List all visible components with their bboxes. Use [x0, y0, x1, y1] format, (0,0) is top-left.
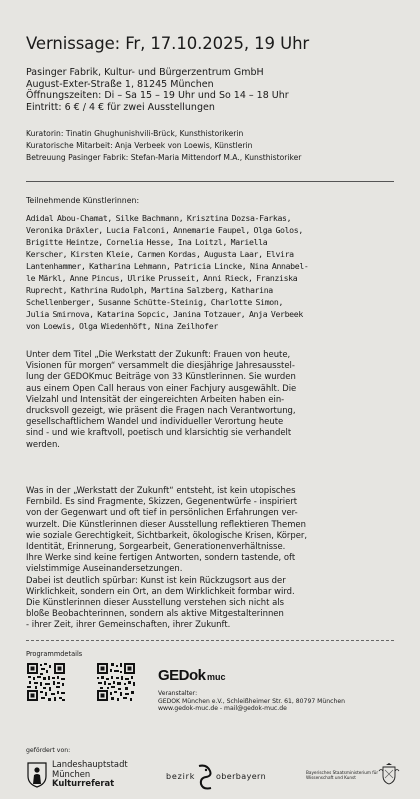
qr-code-icon[interactable]	[26, 662, 66, 702]
text-line: gesellschaftlichem Wandel und individueller Verortung heute	[26, 416, 284, 427]
artists-line: von Loewis, Olga Wiedenhöft, Nina Zeilhofer	[26, 321, 218, 332]
text-line: Identität, Erinnerung, Sorgearbeit, Generationenverhältnisse.	[26, 541, 286, 552]
artists-line: le Märkl, Anne Pincus, Ulrike Prusseit, Anni Rieck, Franziska	[26, 273, 298, 284]
text-line: Unter dem Titel „Die Werkstatt der Zukunft: Frauen von heute,	[26, 349, 291, 359]
sponsor-label: gefördert von:	[26, 747, 71, 754]
organizer-line: GEDOK München e.V., Schleißheimer Str. 61, 80797 München	[158, 697, 345, 705]
text-line: Die Künstlerinnen dieser Ausstellung verstehen sich nicht als	[26, 597, 285, 608]
dashed-divider	[26, 640, 394, 641]
artists-list	[26, 212, 398, 332]
bezirk-oberbayern-logo	[195, 762, 215, 792]
artists-label: Teilnehmende Künstlerinnen:	[26, 196, 140, 205]
svg-text:muc: muc	[207, 672, 226, 682]
venue-line: Eintritt: 6 € / 4 € für zwei Ausstellungen	[26, 101, 215, 113]
munich-culture-dept	[52, 760, 128, 789]
ministry-text	[306, 770, 379, 780]
venue-line: August-Exter-Straße 1, 81245 München	[26, 78, 214, 90]
artists-line: Adidal Abou-Chamat, Silke Bachmann, Krisztina Dozsa-Farkas,	[26, 213, 292, 223]
text-line: vielstimmige Auseinandersetzungen.	[26, 563, 183, 574]
gedok-logo	[158, 664, 228, 688]
artists-line: Brigitte Heintze, Cornelia Hesse, Ina Loitzl, Mariella	[26, 237, 268, 248]
text-line: von der Gegenwart und oft tief in persönlichen Erfahrungen ver-	[26, 507, 298, 518]
text-line: Dabei ist deutlich spürbar: Kunst ist kein Rückzugsort aus der	[26, 574, 286, 585]
text-line: wie soziale Gerechtigkeit, Sichtbarkeit, ökologische Krisen, Körper,	[26, 529, 308, 540]
venue-line: Öffnungszeiten: Di – Sa 15 – 19 Uhr und So 14 – 18 Uhr	[26, 90, 289, 102]
text-line: Wirklichkeit, sondern ein Ort, an dem Wirklichkeit formbar wird.	[26, 585, 295, 596]
text-line: Vielzahl und Intensität der eingereichten Arbeiten haben ein-	[26, 393, 285, 404]
artists-line: Julia Smirnova, Katarina Sopcic, Janina Totzauer, Anja Verbeek	[26, 309, 303, 320]
program-details-label: Programmdetails	[26, 650, 83, 658]
venue-line: Pasinger Fabrik, Kultur- und Bürgerzentrum GmbH	[26, 67, 264, 78]
organizer-line: www.gedok-muc.de - mail@gedok-muc.de	[158, 705, 287, 713]
artists-line: Lantenhammer, Katharina Lehmann, Patricia Lincke, Nina Annabel-	[26, 261, 309, 272]
event-title: Vernissage: Fr, 17.10.2025, 19 Uhr	[26, 34, 310, 53]
artists-line: Kerscher, Kirsten Kleie, Carmen Kordas, Augusta Laar, Elvira	[26, 249, 294, 260]
ministry-line: Bayerisches Staatsministerium für	[306, 770, 379, 775]
intro-paragraph	[26, 349, 398, 450]
text-line: Fernbild. Es sind Fragmente, Skizzen, Gegenentwürfe - inspiriert	[26, 496, 298, 507]
oberbayern-text: oberbayern	[216, 772, 267, 781]
bavarian-crest-icon	[378, 762, 400, 786]
text-line: lung der GEDOKmuc Beiträge von 33 Künstlerinnen. Sie wurden	[26, 371, 296, 382]
text-line: werden.	[26, 438, 60, 449]
munich-coat-of-arms-icon	[27, 762, 47, 788]
artists-line: Ruprecht, Kathrina Rudolph, Martina Salzberg, Katharina	[26, 285, 273, 296]
venue-info	[26, 67, 289, 113]
munich-line: München	[52, 768, 91, 779]
artists-line: Veronika Dräxler, Lucia Falconi, Annemarie Faupel, Olga Golos,	[26, 225, 303, 236]
curator-line: Kuratorin: Tinatin Ghughunishvili-Brück, Kunsthistorikerin	[26, 129, 244, 138]
curator-line: Betreuung Pasinger Fabrik: Stefan-Maria Mittendorf M.A., Kunsthistoriker	[26, 153, 302, 162]
artists-line: Schellenberger, Susanne Schütte-Steinig, Charlotte Simon,	[26, 297, 284, 308]
svg-text:GEDok: GEDok	[158, 667, 206, 684]
qr-code-icon[interactable]	[96, 662, 136, 702]
ministry-line: Wissenschaft und Kunst	[306, 775, 356, 780]
text-line: drucksvoll gezeigt, wie präsent die Fragen nach Verantwortung,	[26, 405, 296, 416]
organizer-info	[158, 690, 345, 713]
text-line: sind - und wie kraftvoll, poetisch und klarsichtig sie verhandelt	[26, 427, 292, 438]
text-line: Was in der „Werkstatt der Zukunft“ entsteht, ist kein utopisches	[26, 485, 296, 495]
text-line: bloße Beobachterinnen, sondern als aktive Mitgestalterinnen	[26, 608, 284, 619]
text-line: - ihrer Zeit, ihrer Gemeinschaften, ihrer Zukunft.	[26, 619, 231, 630]
divider	[26, 181, 394, 182]
text-line: Ihre Werke sind keine fertigen Antworten, sondern tastende, oft	[26, 552, 296, 563]
bezirk-text: bezirk	[166, 772, 196, 781]
text-line: wurzelt. Die Künstlerinnen dieser Ausstellung reflektieren Themen	[26, 518, 306, 529]
curator-line: Kuratorische Mitarbeit: Anja Verbeek von Loewis, Künstlerin	[26, 141, 253, 150]
organizer-line: Veranstalter:	[158, 690, 198, 697]
munich-line: Kulturreferat	[52, 778, 115, 789]
munich-line: Landeshauptstadt	[52, 759, 128, 769]
text-line: aus einem Open Call heraus von einer Fachjury ausgewählt. Die	[26, 382, 297, 393]
curators	[26, 128, 301, 164]
main-paragraph	[26, 485, 398, 631]
text-line: Visionen für morgen“ versammelt die diesjährige Jahresausstel-	[26, 360, 295, 371]
